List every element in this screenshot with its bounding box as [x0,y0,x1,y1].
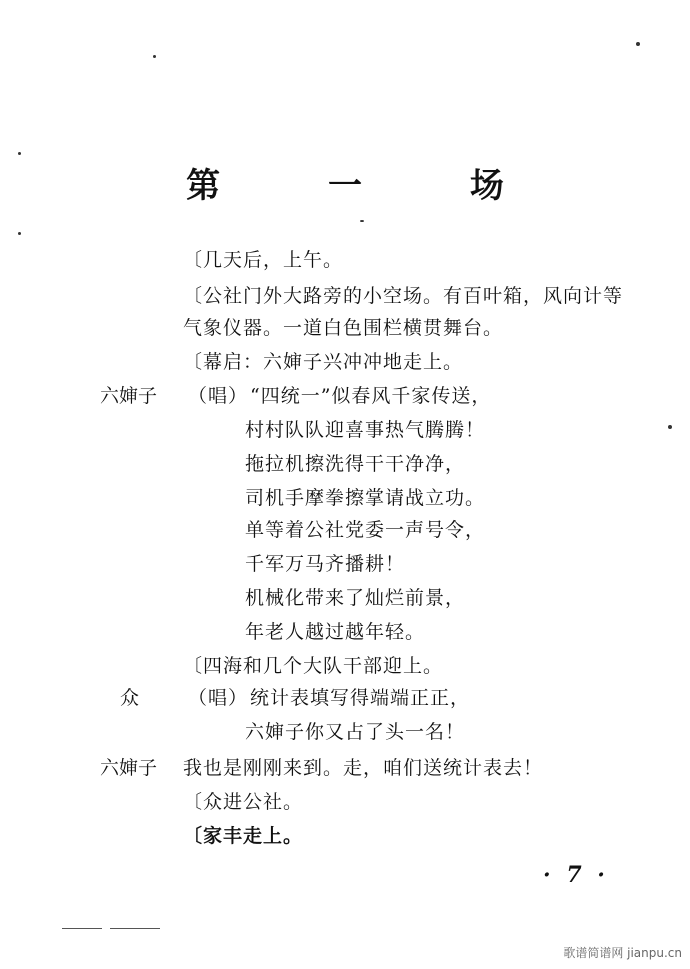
stage-direction: 〔家丰走上。 [183,825,304,847]
lyric-line: 统计表填写得端端正正， [250,687,471,709]
singing-cue: （唱） [188,385,249,407]
lyric-line: “四统一”似春风千家传送， [250,385,492,407]
stage-direction: 〔四海和几个大队干部迎上。 [183,655,444,677]
scan-artifact-rule [110,928,160,929]
page-number: · 7 · [543,862,609,888]
stage-direction: 〔公社门外大路旁的小空场。有百叶箱，风向计等 [183,285,624,307]
lyric-line: 单等着公社党委一声号令， [245,519,486,541]
dialogue-line: 我也是刚刚来到。走，咱们送统计表去！ [183,757,544,779]
lyric-line: 司机手摩拳擦掌请战立功。 [245,487,486,509]
stage-direction: 气象仪器。一道白色围栏横贯舞台。 [183,317,504,339]
site-watermark: 歌谱简谱网 jianpu.cn [563,946,682,960]
lyric-line: 年老人越过越年轻。 [245,621,426,643]
stage-direction: 〔几天后，上午。 [183,249,344,271]
speaker-name: 六婶子 [100,757,158,779]
scan-speck [153,55,156,58]
scan-speck [636,42,640,46]
speaker-name: 六婶子 [100,385,158,407]
scan-speck [668,425,672,429]
lyric-line: 机械化带来了灿烂前景， [245,587,466,609]
scan-speck [18,152,21,155]
scene-title: 第 一 场 [186,166,552,206]
scan-speck [18,232,21,235]
lyric-line: 千军万马齐播耕！ [245,553,406,575]
stage-direction: 〔幕启：六婶子兴冲冲地走上。 [183,351,464,373]
speaker-name: 众 [120,687,140,709]
scan-artifact-rule [62,928,102,929]
lyric-line: 村村队队迎喜事热气腾腾！ [245,419,486,441]
singing-cue: （唱） [188,687,249,709]
lyric-line: 拖拉机擦洗得干干净净， [245,453,466,475]
stage-direction: 〔众进公社。 [183,791,304,813]
scan-speck [360,220,364,222]
lyric-line: 六婶子你又占了头一名！ [245,721,466,743]
